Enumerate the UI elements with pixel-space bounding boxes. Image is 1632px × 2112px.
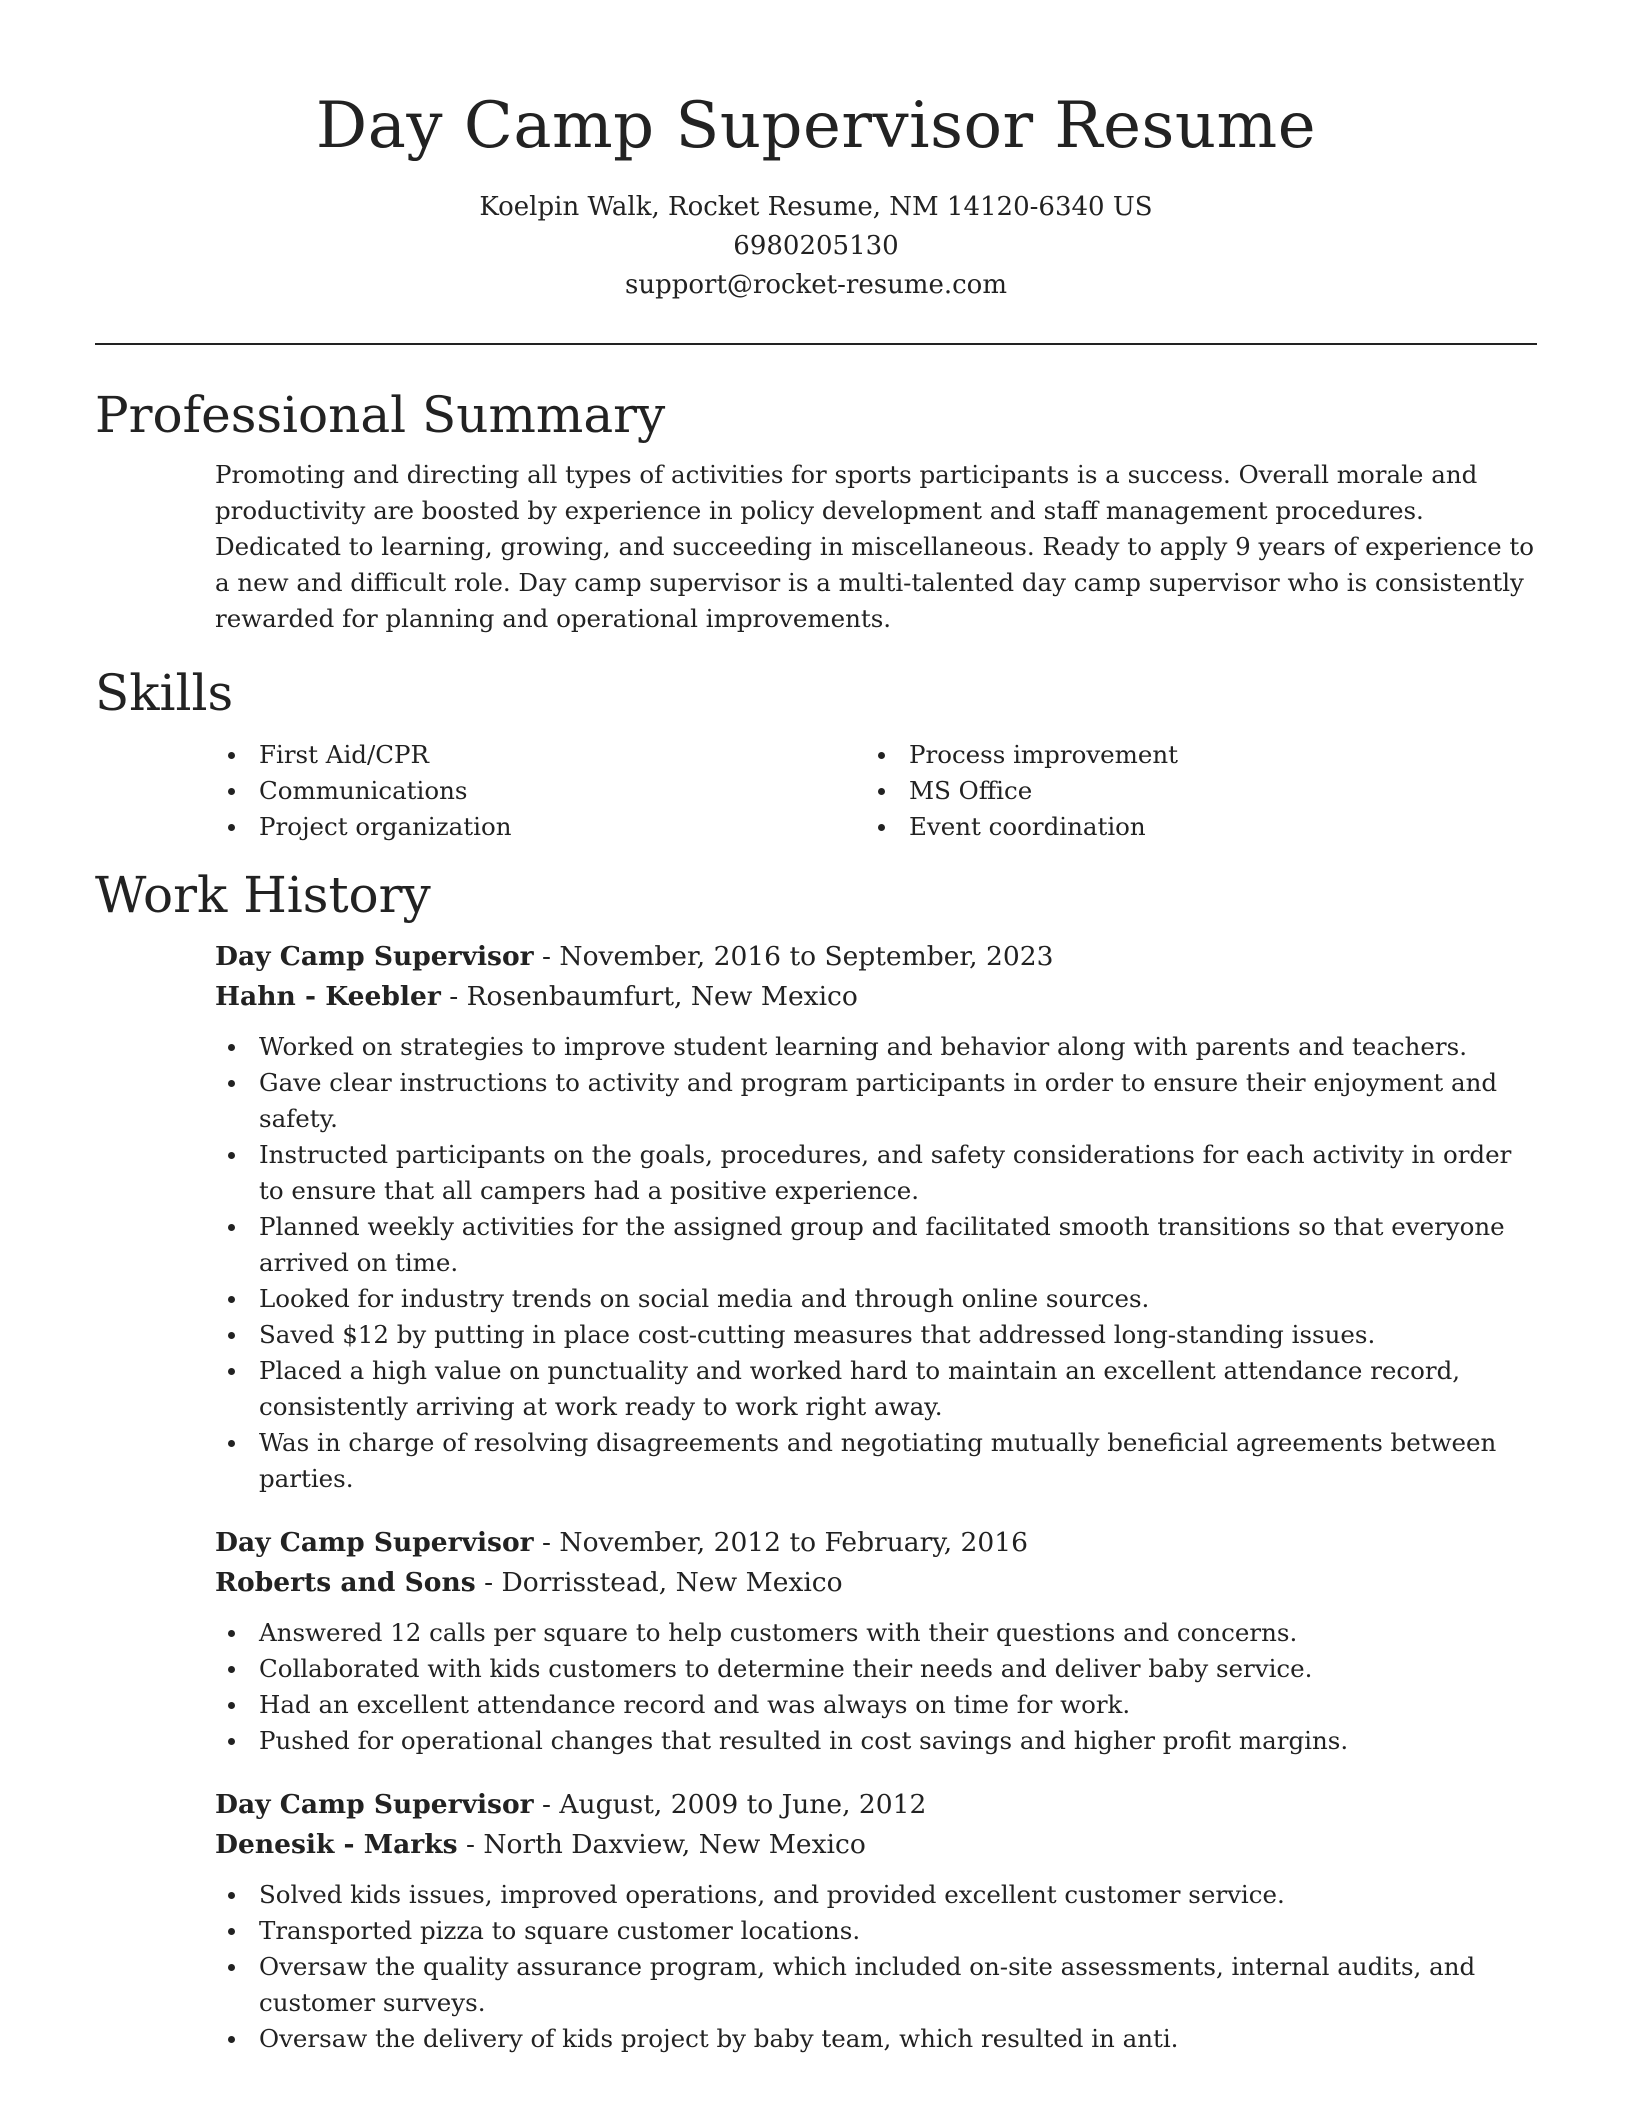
job-company: Denesik - Marks (215, 1829, 458, 1860)
skills-column-left (215, 737, 865, 845)
job-bullet: Oversaw the delivery of kids project by baby team, which resulted in anti. (215, 2021, 1537, 2057)
job-bullet: Collaborated with kids customers to determine their needs and deliver baby service. (215, 1651, 1537, 1687)
job-bullet: Worked on strategies to improve student learning and behavior along with parents and teachers. (215, 1029, 1537, 1065)
job-bullet: Oversaw the quality assurance program, which included on-site assessments, internal audits, and customer surveys. (215, 1949, 1537, 2021)
skills-heading: Skills (95, 664, 234, 722)
job-bullet: Saved $12 by putting in place cost-cutting measures that addressed long-standing issues. (215, 1317, 1537, 1353)
header-divider (95, 343, 1537, 345)
job-bullets (215, 1877, 1537, 2057)
job-title: Day Camp Supervisor (215, 1789, 534, 1820)
skill-item: Communications (215, 773, 865, 809)
skill-item: Event coordination (865, 809, 1515, 845)
job-bullet: Solved kids issues, improved operations, and provided excellent customer service. (215, 1877, 1537, 1913)
job-bullet: Looked for industry trends on social media and through online sources. (215, 1281, 1537, 1317)
job-company-line (215, 1563, 1537, 1603)
job-bullet: Transported pizza to square customer locations. (215, 1913, 1537, 1949)
job-bullet: Was in charge of resolving disagreements and negotiating mutually beneficial agreements between parties. (215, 1425, 1537, 1497)
work-history-heading: Work History (95, 866, 431, 924)
resume-page (95, 0, 1537, 2057)
job-bullet: Instructed participants on the goals, procedures, and safety considerations for each activity in order to ensure that all campers had a positive experience. (215, 1137, 1537, 1209)
skills-column-right (865, 737, 1515, 845)
skill-item: First Aid/CPR (215, 737, 865, 773)
summary-text: Promoting and directing all types of activities for sports participants is a success. Overall morale and productivity are boosted by experience in policy development and staff management procedures. Dedicated to learning, growing, and succeeding in miscellaneous. Ready to apply 9 years of experience to a new and difficult role. Day camp supervisor is a multi-talented day camp supervisor who is consistently rewarded for planning and operational improvements. (215, 460, 1535, 633)
job-bullet: Gave clear instructions to activity and program participants in order to ensure their enjoyment and safety. (215, 1065, 1537, 1137)
job-location: - North Daxview, New Mexico (457, 1829, 866, 1860)
job-title-line (215, 937, 1537, 977)
resume-title: Day Camp Supervisor Resume (315, 89, 1317, 163)
job-company: Hahn - Keebler (215, 981, 441, 1012)
summary-heading: Professional Summary (95, 386, 666, 444)
job-title: Day Camp Supervisor (215, 941, 534, 972)
contact-block (95, 188, 1537, 305)
job-title-line (215, 1785, 1537, 1825)
job-dates: - November, 2012 to February, 2016 (533, 1527, 1028, 1558)
skill-item: Project organization (215, 809, 865, 845)
job-location: - Rosenbaumfurt, New Mexico (440, 981, 858, 1012)
job-entry (215, 1785, 1537, 2057)
job-location: - Dorrisstead, New Mexico (475, 1567, 843, 1598)
job-bullet: Planned weekly activities for the assigned group and facilitated smooth transitions so that everyone arrived on time. (215, 1209, 1537, 1281)
contact-phone: 6980205130 (733, 231, 899, 261)
skills-list (215, 737, 1537, 845)
contact-address: Koelpin Walk, Rocket Resume, NM 14120-6340 US (479, 192, 1153, 222)
job-title-line (215, 1523, 1537, 1563)
job-bullet: Pushed for operational changes that resulted in cost savings and higher profit margins. (215, 1723, 1537, 1759)
job-company-line (215, 977, 1537, 1017)
job-bullets (215, 1029, 1537, 1497)
job-entry (215, 1523, 1537, 1759)
job-bullet: Answered 12 calls per square to help customers with their questions and concerns. (215, 1615, 1537, 1651)
job-dates: - November, 2016 to September, 2023 (533, 941, 1054, 972)
skill-item: MS Office (865, 773, 1515, 809)
job-bullets (215, 1615, 1537, 1759)
job-title: Day Camp Supervisor (215, 1527, 534, 1558)
job-entry (215, 937, 1537, 1497)
skill-item: Process improvement (865, 737, 1515, 773)
job-company: Roberts and Sons (215, 1567, 476, 1598)
job-bullet: Placed a high value on punctuality and worked hard to maintain an excellent attendance record, consistently arriving at work ready to work right away. (215, 1353, 1537, 1425)
job-dates: - August, 2009 to June, 2012 (533, 1789, 927, 1820)
contact-email: support@rocket-resume.com (624, 270, 1007, 300)
job-bullet: Had an excellent attendance record and was always on time for work. (215, 1687, 1537, 1723)
job-company-line (215, 1825, 1537, 1865)
